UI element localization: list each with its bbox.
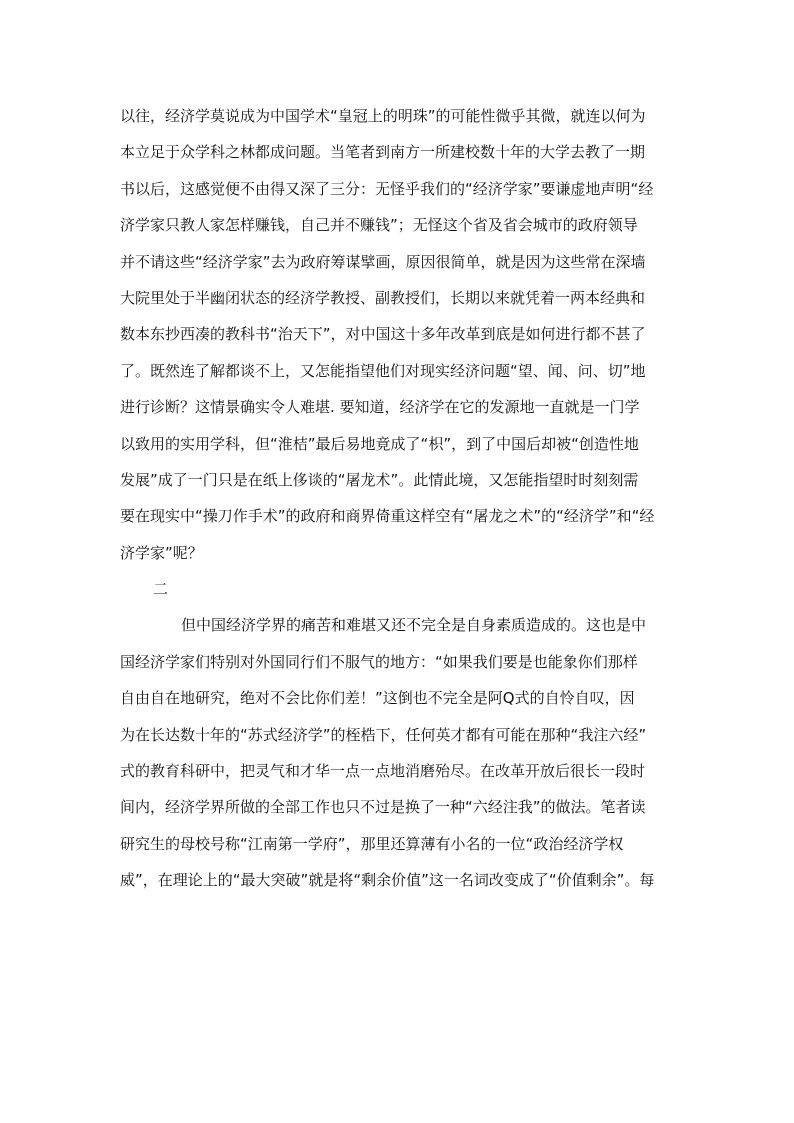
text-line: 济学家”呢？ (120, 543, 203, 562)
text-line: 济学家只教人家怎样赚钱，自己并不赚钱”；无怪这个省及省会城市的政府领导 (120, 216, 638, 235)
text-line: 间内，经济学界所做的全部工作也只不过是换了一种“六经注我”的做法。笔者读 (120, 798, 646, 817)
text-line: 威”，在理论上的“最大突破”就是将“剩余价值”这一名词改变成了“价值剩余”。每 (120, 871, 655, 890)
text-line: 本立足于众学科之林都成问题。当笔者到南方一所建校数十年的大学去教了一期 (120, 143, 646, 162)
text-line: 以致用的实用学科，但“淮桔”最后易地竟成了“枳”，到了中国后却被“创造性地 (120, 434, 639, 453)
text-line: 国经济学家们特别对外国同行们不服气的地方：“如果我们要是也能象你们那样 (120, 652, 638, 671)
paragraph-first-line: 但中国经济学界的痛苦和难堪又还不完全是自身素质造成的。这也是中 (181, 616, 647, 635)
text-line: 了。既然连了解都谈不上，又怎能指望他们对现实经济问题“望、闻、问、切”地 (120, 361, 646, 380)
text-line: 书以后，这感觉便不由得又深了三分：无怪乎我们的“经济学家”要谦虚地声明“经 (120, 179, 654, 198)
text-line: 大院里处于半幽闭状态的经济学教授、副教授们，长期以来就凭着一两本经典和 (120, 288, 646, 307)
body-text (120, 98, 680, 899)
text-line: 式的教育科研中，把灵气和才华一点一点地消磨殆尽。在改革开放后很长一段时 (120, 762, 646, 781)
text-line: 并不请这些“经济学家”去为政府筹谋擘画，原因很简单，就是因为这些常在深墙 (120, 252, 646, 271)
text-line: 进行诊断？这情景确实令人难堪. 要知道，经济学在它的发源地一直就是一门学 (120, 398, 640, 417)
text-line: 以往，经济学莫说成为中国学术“皇冠上的明珠”的可能性微乎其微，就连以何为 (120, 107, 646, 125)
text-line: 发展”成了一门只是在纸上侈谈的“屠龙术”。此情此境，又怎能指望时时刻刻需 (120, 470, 639, 489)
text-line: 自由自在地研究，绝对不会比你们差！”这倒也不完全是阿Q式的自怜自叹，因 (120, 689, 635, 708)
text-line: 要在现实中“操刀作手术”的政府和商界倚重这样空有“屠龙之术”的“经济学”和“经 (120, 507, 655, 526)
text-line: 研究生的母校号称“江南第一学府”，那里还算薄有小名的一位“政治经济学权 (120, 834, 624, 853)
section-heading: 二 (153, 580, 169, 599)
text-line: 数本东抄西凑的教科书“治天下”，对中国这十多年改革到底是如何进行都不甚了 (120, 325, 646, 344)
text-line: 为在长达数十年的“苏式经济学”的桎梏下，任何英才都有可能在那种“我注六经” (120, 725, 647, 744)
